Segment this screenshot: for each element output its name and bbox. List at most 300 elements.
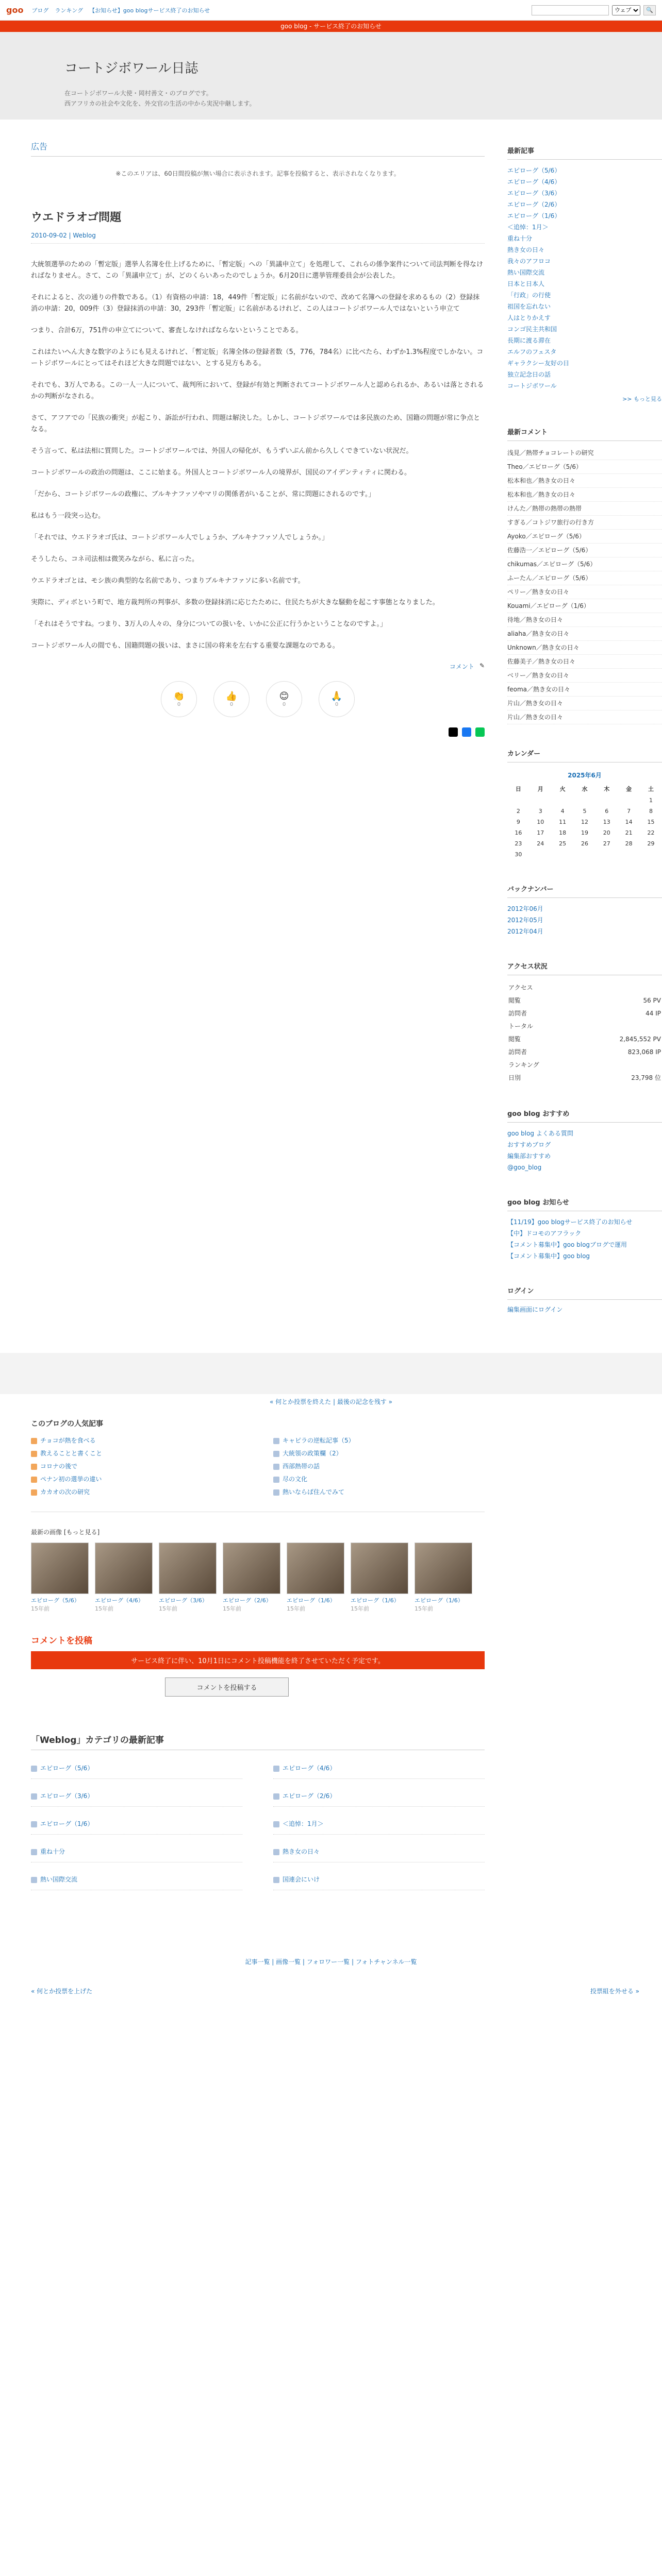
- calendar-day: 9: [516, 819, 520, 825]
- category-item[interactable]: [31, 1757, 242, 1779]
- access-table: [507, 980, 662, 1084]
- recent-post-item[interactable]: [507, 324, 662, 335]
- comment-item[interactable]: Theo／エピローグ（5/6）: [507, 460, 662, 474]
- clap-icon: 👏: [173, 691, 185, 702]
- thumb-date: 15年前: [351, 1605, 369, 1612]
- calendar-day: 12: [581, 819, 588, 825]
- recent-post-item[interactable]: [507, 380, 662, 392]
- post-paragraph: 「だから、コートジボワールの政権に、ブルキナファソやマリの関係者がいることが、常に問題にされるのです。」: [31, 490, 375, 498]
- calendar-day: [618, 795, 640, 806]
- calendar-day-header: 火: [559, 786, 566, 792]
- calendar-day: 8: [649, 808, 653, 815]
- calendar-day: 18: [559, 829, 567, 836]
- recent-comments: [507, 421, 662, 724]
- notice-item[interactable]: 【中】ドコモのアフラック: [507, 1230, 582, 1237]
- category-item[interactable]: [273, 1813, 485, 1835]
- topbar-link[interactable]: ブログ: [31, 7, 49, 14]
- post-meta[interactable]: 2010-09-02 | Weblog: [31, 232, 485, 244]
- article-icon: [273, 1821, 279, 1827]
- category-link[interactable]: エピローグ（4/6）: [283, 1765, 336, 1772]
- recent-post-item[interactable]: [507, 188, 662, 199]
- thumb-title[interactable]: エピローグ（1/6）: [351, 1597, 400, 1604]
- category-link[interactable]: 熱い国際交流: [40, 1876, 78, 1883]
- calendar-day: 24: [537, 840, 544, 847]
- post-title[interactable]: ウエドラオゴ問題: [31, 211, 122, 224]
- recent-post-item[interactable]: [507, 210, 662, 222]
- sidebar: [507, 140, 662, 1332]
- category-item[interactable]: [31, 1785, 242, 1807]
- popular-item[interactable]: [273, 1449, 485, 1458]
- popular-item[interactable]: [273, 1436, 485, 1445]
- category-link[interactable]: エピローグ（1/6）: [40, 1820, 94, 1827]
- sidebar-heading: 最新コメント: [507, 421, 662, 441]
- post-paragraph: それでも、3万人である。この一人一人について、裁判所において、登録が有効と判断されてコートジボワール人と認められるか、あるいは落とされるかの判断がなされる。: [31, 381, 484, 400]
- thumb-item[interactable]: [223, 1543, 280, 1613]
- recent-post-item[interactable]: [507, 312, 662, 324]
- popular-item[interactable]: [273, 1462, 485, 1470]
- ad-note: ※このエリアは、60日間投稿が無い場合に表示されます。記事を投稿すると、表示されなくなります。: [115, 170, 400, 177]
- search-select[interactable]: [612, 5, 640, 15]
- recent-post-link[interactable]: 祖国を忘れない: [507, 303, 551, 310]
- access-value: 23,798 位: [631, 1074, 661, 1081]
- popular-link[interactable]: 熱いならば住んでみて: [283, 1488, 345, 1496]
- access-value: 56 PV: [643, 996, 661, 1004]
- category-link[interactable]: エピローグ（5/6）: [40, 1765, 94, 1772]
- post-paragraph: そう言って、私は法相に質問した。コートジボワールでは、外国人の帰化が、もうずいぶん前から久しくできていない状況だ。: [31, 447, 413, 455]
- popular-item[interactable]: [31, 1462, 242, 1470]
- calendar-day: 3: [538, 808, 542, 815]
- post-paragraph: 実際に、ディボという町で、地方裁判所の判事が、多数の登録抹消に応じたために、住民たちが大きな騒動を起こす事態となりました。: [31, 599, 439, 606]
- blog-desc: 在コートジボワール大使・岡村善文・のブログです。: [64, 90, 212, 97]
- calendar-day-header: 木: [604, 786, 610, 792]
- blog-desc: 西アフリカの社会や文化を、外交官の生活の中から実況中継します。: [64, 100, 256, 107]
- sidebar-heading: カレンダー: [507, 743, 662, 762]
- calendar-day: 29: [647, 840, 655, 847]
- thumb-title[interactable]: エピローグ（5/6）: [31, 1597, 80, 1604]
- thumbs-up-icon: 👍: [225, 691, 238, 702]
- backnumber-item[interactable]: 2012年06月: [507, 905, 543, 912]
- calendar-day: 25: [559, 840, 567, 847]
- thumb-item[interactable]: [159, 1543, 217, 1613]
- comment-link[interactable]: コメント: [449, 663, 474, 670]
- bottom-area: [0, 1394, 662, 1995]
- main-column: [31, 140, 485, 1332]
- category-item[interactable]: [273, 1869, 485, 1890]
- sidebar-heading: 最新記事: [507, 140, 662, 160]
- search-button[interactable]: [643, 5, 656, 15]
- post-paragraph: ウエドラオゴとは、モシ族の典型的な名前であり、つまりブルキナファソに多い名前です。: [31, 577, 305, 585]
- comment-item[interactable]: Kouami／エピローグ（1/6）: [507, 599, 662, 613]
- line-share-icon[interactable]: [475, 727, 485, 737]
- post-paragraph: 大統領選挙のための「暫定版」選挙人名簿を仕上げるために、「暫定版」への「異議申立て」を処理して、これらの係争案件について司法判断を得なければなりません。さて、この「異議申立て」が、どのくらいあったのでしょうか。6月20日に選挙管理委員会が公表した。: [31, 261, 483, 280]
- thumb-image[interactable]: [351, 1543, 408, 1594]
- reaction-count: 0: [282, 702, 286, 707]
- popular-posts: [31, 1418, 631, 1512]
- calendar-day: [529, 849, 552, 860]
- article-icon: [31, 1793, 37, 1800]
- comment-item[interactable]: 松本和也／熱き女の日々: [507, 488, 662, 502]
- reaction-button[interactable]: [213, 681, 250, 717]
- recent-post-link[interactable]: 熱き女の日々: [507, 246, 545, 253]
- access-value: 823,068 IP: [627, 1048, 661, 1056]
- recent-post-item[interactable]: [507, 176, 662, 188]
- next-link[interactable]: 投票組を外せる »: [590, 1988, 639, 1995]
- article-icon: [31, 1766, 37, 1772]
- article-icon: [31, 1489, 37, 1496]
- recent-post-link[interactable]: 重ね十分: [507, 235, 533, 242]
- prev-link[interactable]: « 何とか投票を上げた: [31, 1988, 93, 1995]
- calendar-day: 19: [581, 829, 588, 836]
- thumb-item[interactable]: [287, 1543, 344, 1613]
- article-icon: [273, 1489, 279, 1496]
- recent-post-link[interactable]: 独立記念日の話: [507, 371, 551, 378]
- footer-links[interactable]: 記事一覧 | 画像一覧 | フォロワー一覧 | フォトチャンネル一覧: [245, 1958, 417, 1965]
- x-share-icon[interactable]: [449, 727, 458, 737]
- popular-item[interactable]: [31, 1487, 242, 1496]
- recent-post-link[interactable]: エピローグ（1/6）: [507, 212, 561, 219]
- popular-link[interactable]: 尽の文化: [283, 1476, 308, 1483]
- article-icon: [31, 1451, 37, 1457]
- category-item[interactable]: [31, 1813, 242, 1835]
- recent-post-item[interactable]: [507, 222, 662, 233]
- article-icon: [31, 1438, 37, 1444]
- login-box: [507, 1280, 662, 1314]
- category-grid: [31, 1757, 485, 1890]
- notice-item[interactable]: 【コメント募集中】goo blog: [507, 1252, 590, 1260]
- access-label: トータル: [508, 1023, 534, 1030]
- thumb-title[interactable]: エピローグ（3/6）: [159, 1597, 208, 1604]
- thumb-date: 15年前: [287, 1605, 305, 1612]
- category-link[interactable]: エピローグ（2/6）: [283, 1792, 336, 1800]
- reaction-count: 0: [229, 702, 234, 707]
- calendar-day: 4: [560, 808, 565, 815]
- category-item[interactable]: [273, 1785, 485, 1807]
- reaction-count: 0: [335, 702, 339, 707]
- calendar-day: 10: [537, 819, 544, 825]
- popular-item[interactable]: [273, 1475, 485, 1483]
- popular-link[interactable]: ペナン初の選挙の違い: [40, 1476, 102, 1483]
- recent-post-link[interactable]: 日本と日本人: [507, 280, 545, 287]
- recent-post-link[interactable]: 熱い国際交流: [507, 269, 545, 276]
- recommend-item[interactable]: @goo_blog: [507, 1164, 542, 1171]
- article-icon: [31, 1477, 37, 1483]
- calendar-day: 28: [625, 840, 633, 847]
- recent-post-item[interactable]: [507, 199, 662, 210]
- calendar-day: [507, 795, 529, 806]
- recommend-item[interactable]: goo blog よくある質問: [507, 1130, 573, 1137]
- comment-item[interactable]: 浅見／熱帯チョコレートの研究: [507, 446, 662, 460]
- post-paragraph: コートジボワールの政治の問題は、ここに始まる。外国人とコートジボワール人の境界が、国民のアイデンティティに関わる。: [31, 469, 411, 477]
- calendar-day: [595, 849, 618, 860]
- popular-link[interactable]: 大統領の政策欄（2）: [283, 1450, 342, 1457]
- calendar-day: 2: [516, 808, 520, 815]
- category-link[interactable]: 国連会にいけ: [283, 1876, 320, 1883]
- pencil-icon[interactable]: ✎: [479, 662, 485, 669]
- notice-item[interactable]: 【コメント募集中】goo blogブログで運用: [507, 1241, 627, 1248]
- recommend-item[interactable]: 編集部おすすめ: [507, 1153, 551, 1160]
- calendar-day: 23: [515, 840, 522, 847]
- comment-item[interactable]: 松本和也／熱き女の日々: [507, 474, 662, 488]
- access-label: ランキング: [508, 1061, 539, 1069]
- article-icon: [31, 1877, 37, 1883]
- calendar-day: 26: [581, 840, 588, 847]
- recent-post-item[interactable]: [507, 267, 662, 278]
- access-box: [507, 956, 662, 1084]
- comment-item[interactable]: Unknown／熱き女の日々: [507, 641, 662, 655]
- recent-post-link[interactable]: コンゴ民主共和国: [507, 326, 557, 333]
- calendar-day: 11: [559, 819, 567, 825]
- recent-post-item[interactable]: [507, 256, 662, 267]
- category-link[interactable]: 熱き女の日々: [283, 1848, 320, 1855]
- calendar-day: [552, 849, 574, 860]
- topbar-links: [31, 6, 210, 14]
- recent-post-item[interactable]: [507, 165, 662, 176]
- calendar-day: [640, 849, 662, 860]
- login-link[interactable]: 編集画面にログイン: [507, 1306, 563, 1313]
- recent-post-item[interactable]: [507, 346, 662, 358]
- access-value: [574, 1020, 661, 1032]
- comment-item[interactable]: 佐藤美子／熱き女の日々: [507, 655, 662, 669]
- calendar-day-header: 月: [537, 786, 543, 792]
- access-label: 日別: [508, 1074, 521, 1081]
- thumb-image[interactable]: [95, 1543, 153, 1594]
- topbar-search: [532, 5, 656, 15]
- article-icon: [273, 1451, 279, 1457]
- recent-post-link[interactable]: エルフのフェスタ: [507, 348, 557, 355]
- category-item[interactable]: [31, 1869, 242, 1890]
- calendar-day: 6: [605, 808, 609, 815]
- post-paragraph: 「それでは、ウエドラオゴ氏は、コートジボワール人でしょうか、ブルキナファソ人でしょうか。」: [31, 534, 328, 541]
- recent-post-link[interactable]: 長期に渡る滞在: [507, 337, 551, 344]
- thumb-date: 15年前: [415, 1605, 433, 1612]
- image-thumbs: [31, 1543, 631, 1613]
- popular-item[interactable]: [273, 1487, 485, 1496]
- category-link[interactable]: 重ね十分: [40, 1848, 65, 1855]
- category-link[interactable]: エピローグ（3/6）: [40, 1792, 94, 1800]
- recent-post-item[interactable]: [507, 358, 662, 369]
- thumb-title[interactable]: エピローグ（2/6）: [223, 1597, 272, 1604]
- more-link[interactable]: >> もっと見る: [622, 396, 662, 402]
- post-paragraph: つまり、合計6万，751件の申立てについて、審査しなければならないということである。: [31, 327, 303, 334]
- recent-post-link[interactable]: 人はとりかえす: [507, 314, 551, 321]
- calendar-day: [574, 849, 596, 860]
- backnumber-box: [507, 878, 662, 937]
- thumb-date: 15年前: [95, 1605, 113, 1612]
- popular-link[interactable]: キャピラの逆転記事（5）: [283, 1437, 355, 1444]
- smile-icon: 😊: [279, 691, 289, 702]
- access-label: 閲覧: [508, 997, 521, 1004]
- access-label: 訪問者: [508, 1010, 527, 1017]
- calendar-day: 16: [515, 829, 522, 836]
- calendar-day-header: 水: [582, 786, 588, 792]
- recent-post-link[interactable]: ＜追悼：1月＞: [507, 224, 549, 231]
- recent-post-item[interactable]: [507, 335, 662, 346]
- search-input[interactable]: [532, 5, 609, 15]
- calendar-day: 14: [625, 819, 633, 825]
- reactions: [31, 681, 485, 717]
- post-footer: [31, 662, 485, 671]
- popular-link[interactable]: 教えることと書くこと: [40, 1450, 103, 1457]
- thumb-image[interactable]: [223, 1543, 280, 1594]
- comment-notice[interactable]: サービス終了に伴い、10月1日にコメント投稿機能を終了させていただく予定です。: [31, 1651, 485, 1669]
- thumb-date: 15年前: [31, 1605, 49, 1612]
- calendar-day: 22: [647, 829, 655, 836]
- post-paragraph: さて、アフアでの「民族の衝突」が起こり、訴訟が行われ、問題は解決した。しかし、コートジボワールでは多民族のため、国籍の問題が常に争点となる。: [31, 414, 481, 433]
- thumb-item[interactable]: [95, 1543, 153, 1613]
- recent-post-link[interactable]: エピローグ（4/6）: [507, 178, 561, 185]
- recent-posts: [507, 140, 662, 403]
- search-icon: 🔍: [646, 7, 653, 13]
- comment-item[interactable]: chikumas／エピローグ（5/6）: [507, 557, 662, 571]
- category-heading: 「Weblog」カテゴリの最新記事: [31, 1733, 485, 1750]
- topbar-link[interactable]: ランキング: [55, 7, 84, 14]
- access-value: [574, 1059, 661, 1071]
- popular-item[interactable]: [31, 1449, 242, 1458]
- popular-link[interactable]: コロナの後で: [40, 1463, 78, 1470]
- comment-item[interactable]: 片山／熱き女の日々: [507, 710, 662, 724]
- topbar-link[interactable]: 【お知らせ】goo blogサービス終了のお知らせ: [89, 7, 210, 14]
- comment-item[interactable]: ふーたん／エピローグ（5/6）: [507, 571, 662, 585]
- recent-post-link[interactable]: エピローグ（3/6）: [507, 190, 561, 197]
- service-end-banner[interactable]: goo blog - サービス終了のお知らせ: [0, 21, 662, 32]
- calendar-day: 30: [515, 851, 522, 858]
- backnumber-item[interactable]: 2012年04月: [507, 928, 543, 935]
- calendar-day: 17: [537, 829, 544, 836]
- recent-post-item[interactable]: [507, 233, 662, 244]
- popular-item[interactable]: [31, 1436, 242, 1445]
- recent-post-link[interactable]: ギャラクシー友好の日: [507, 360, 570, 367]
- popular-link[interactable]: カカオの次の研究: [40, 1488, 90, 1496]
- category-item[interactable]: [31, 1841, 242, 1862]
- comment-item[interactable]: すぎる／コトジワ旅行の行き方: [507, 516, 662, 530]
- calendar-title: 2025年6月: [568, 772, 602, 779]
- recent-post-item[interactable]: [507, 301, 662, 312]
- comment-item[interactable]: aliaha／熱き女の日々: [507, 627, 662, 641]
- notice-item[interactable]: 【11/19】goo blogサービス終了のお知らせ: [507, 1218, 633, 1226]
- thumb-item[interactable]: [31, 1543, 89, 1613]
- comment-item[interactable]: けんた／熱帯の熱帯の熱帯: [507, 502, 662, 516]
- calendar-day: 7: [627, 808, 631, 815]
- backnumber-item[interactable]: 2012年05月: [507, 917, 543, 924]
- article-icon: [273, 1766, 279, 1772]
- topbar: [0, 0, 662, 21]
- comment-item[interactable]: 片山／熱き女の日々: [507, 697, 662, 710]
- recent-post-item[interactable]: [507, 290, 662, 301]
- calendar-day: [529, 795, 552, 806]
- calendar-box: [507, 743, 662, 860]
- category-item[interactable]: [273, 1841, 485, 1862]
- thumb-image[interactable]: [415, 1543, 472, 1594]
- recommend-item[interactable]: おすすめブログ: [507, 1141, 551, 1148]
- comment-item[interactable]: 待地／熱き女の日々: [507, 613, 662, 627]
- prev-next[interactable]: « 何とか投票を終えた | 最後の記念を残す »: [270, 1398, 392, 1405]
- calendar-day: 13: [603, 819, 610, 825]
- notice-box: [507, 1192, 662, 1262]
- calendar-day: [618, 849, 640, 860]
- thumb-date: 15年前: [159, 1605, 177, 1612]
- thumb-item[interactable]: [415, 1543, 472, 1613]
- access-value: 44 IP: [646, 1009, 661, 1017]
- sidebar-heading: アクセス状況: [507, 956, 662, 975]
- sidebar-heading: バックナンバー: [507, 878, 662, 898]
- calendar-day: 20: [603, 829, 610, 836]
- calendar-day: 1: [649, 797, 653, 804]
- blog-header: [0, 32, 662, 120]
- ad-heading: 広告: [31, 140, 485, 157]
- recent-post-link[interactable]: エピローグ（5/6）: [507, 167, 561, 174]
- comment-item[interactable]: ベリー／熱き女の日々: [507, 669, 662, 683]
- reaction-button[interactable]: [161, 681, 197, 717]
- post-paragraph: それによると、次の通りの件数である。（1）有資格の申請：18，449件「暫定版」に名前がないので、改めて名簿への登録を求めるもの（2）登録抹消の申請：20，009件（3）登録抹消の申請：30，293件「暫定版」に名前があるけれど、この人はコートジボワール人ではないという申立て: [31, 294, 480, 313]
- calendar-day-header: 土: [648, 786, 654, 792]
- recent-post-item[interactable]: [507, 278, 662, 290]
- sidebar-heading: goo blog お知らせ: [507, 1192, 662, 1211]
- thumb-image[interactable]: [159, 1543, 217, 1594]
- calendar-day: [595, 795, 618, 806]
- recent-post-link[interactable]: エピローグ（2/6）: [507, 201, 561, 208]
- calendar-day: 21: [625, 829, 633, 836]
- popular-link[interactable]: 西部熱帯の話: [283, 1463, 320, 1470]
- article-icon: [273, 1464, 279, 1470]
- pray-icon: 🙏: [330, 691, 343, 702]
- reaction-count: 0: [177, 702, 181, 707]
- recent-post-item[interactable]: [507, 369, 662, 380]
- footer-nav: [31, 1987, 639, 1995]
- thumb-image[interactable]: [31, 1543, 89, 1594]
- facebook-share-icon[interactable]: [462, 727, 471, 737]
- post-body: [31, 259, 485, 652]
- post-paragraph: 「それはそうですね。つまり、3万人の人々の、身分についての扱いを、いかに公正に行うかということなのですよ。」: [31, 620, 387, 628]
- post-comment-button[interactable]: コメントを投稿する: [165, 1677, 289, 1697]
- access-label: 閲覧: [508, 1036, 521, 1043]
- calendar-day: 27: [603, 840, 610, 847]
- thumb-image[interactable]: [287, 1543, 344, 1594]
- popular-item[interactable]: [31, 1475, 242, 1483]
- category-link[interactable]: ＜追悼：1月＞: [283, 1820, 324, 1827]
- comment-item[interactable]: feoma／熱き女の日々: [507, 683, 662, 697]
- blog-title[interactable]: コートジボワール日誌: [64, 61, 198, 76]
- calendar-day: [574, 795, 596, 806]
- access-label: 訪問者: [508, 1048, 527, 1056]
- article-icon: [31, 1821, 37, 1827]
- calendar-day: 15: [647, 819, 655, 825]
- thumb-item[interactable]: [351, 1543, 408, 1613]
- comment-item[interactable]: ペリー／熱き女の日々: [507, 585, 662, 599]
- reaction-button[interactable]: [319, 681, 355, 717]
- sidebar-heading: ログイン: [507, 1280, 662, 1300]
- popular-link[interactable]: チョコが熱を食べる: [40, 1437, 96, 1444]
- thumbs-heading[interactable]: 最新の画像 [もっと見る]: [31, 1529, 100, 1536]
- article-icon: [31, 1849, 37, 1855]
- thumb-title[interactable]: エピローグ（1/6）: [415, 1597, 464, 1604]
- comment-item[interactable]: 佐藤浩一／エピローグ（5/6）: [507, 544, 662, 557]
- recent-post-link[interactable]: 「行政」の行使: [507, 292, 551, 299]
- calendar-day: 5: [583, 808, 587, 815]
- access-label: アクセス: [508, 984, 533, 991]
- article-icon: [273, 1849, 279, 1855]
- reaction-button[interactable]: [266, 681, 302, 717]
- recent-post-item[interactable]: [507, 244, 662, 256]
- goo-logo[interactable]: goo: [6, 5, 24, 15]
- thumb-title[interactable]: エピローグ（1/6）: [287, 1597, 336, 1604]
- comment-item[interactable]: Ayoko／エピローグ（5/6）: [507, 530, 662, 544]
- article-icon: [273, 1877, 279, 1883]
- recent-post-link[interactable]: コートジボワール: [507, 382, 557, 389]
- thumb-title[interactable]: エピローグ（4/6）: [95, 1597, 144, 1604]
- access-value: 2,845,552 PV: [619, 1035, 661, 1043]
- category-item[interactable]: [273, 1757, 485, 1779]
- recent-post-link[interactable]: 我々のアフロコ: [507, 258, 551, 265]
